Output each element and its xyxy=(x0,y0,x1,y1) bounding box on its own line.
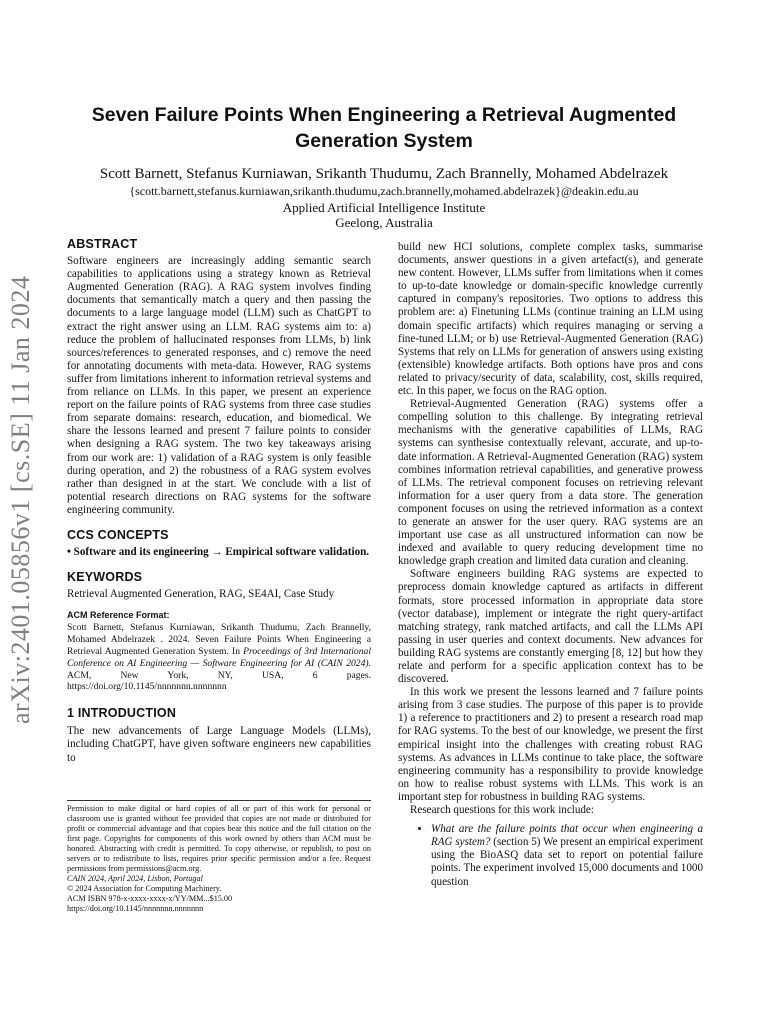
reference-format-text: Scott Barnett, Stefanus Kurniawan, Srikanth Thudumu, Zach Brannelly, Mohamed Abdelrazek . 2024. Seven Failure Points When Engineering a Retrieval Augmented Generation System. In Proceedings of 3rd International Conference on AI Engineering — Software Engineering for AI (CAIN 2024). ACM, New York, NY, USA, 6 pages. https://doi.org/10.1145/nnnnnnn.nnnnnnn xyxy=(67,622,371,693)
intro-paragraph-3: Software engineers building RAG systems are expected to preprocess domain knowledge captured as artifacts in different formats, store processed information in appropriate data store (vector database), implement or integrate the right query-artifact matching strategy, rank matched artifacts, and call the LLMs API passing in user queries and context documents. New advances for building RAG systems are constantly emerging [8, 12] but how they relate and perform for a specific application context has to be discovered. xyxy=(398,568,703,686)
abstract-heading: ABSTRACT xyxy=(67,237,138,251)
intro-paragraph-5: Research questions for this work include: xyxy=(410,804,594,817)
author-list: Scott Barnett, Stefanus Kurniawan, Srikanth Thudumu, Zach Brannelly, Mohamed Abdelrazek xyxy=(99,166,669,182)
right-column xyxy=(398,241,703,889)
research-question-list xyxy=(398,823,703,888)
permission-notice: Permission to make digital or hard copies of all or part of this work for personal or classroom use is granted without fee provided that copies are not made or distributed for profit or commercial advantage and that copies bear this notice and the full citation on the first page. Copyrights for components of this work owned by others than ACM must be honored. Abstracting with credit is permitted. To copy otherwise, or republish, to post on servers or to redistribute to lists, requires prior specific permission and/or a fee. Request permissions from permissions@acm.org. xyxy=(67,804,371,873)
doi-line: https://doi.org/10.1145/nnnnnnn.nnnnnnn xyxy=(67,904,204,913)
left-column xyxy=(67,238,371,765)
intro-paragraph-2: Retrieval-Augmented Generation (RAG) systems offer a compelling solution to this challenge. By integrating retrieval mechanisms with the generative capabilities of LLMs, RAG systems can synthesise contextually relevant, accurate, and up-to-date information. A Retrieval-Augmented Generation (RAG) system combines information retrieval capabilities, and generative prowess of LLMs. The retrieval component focuses on retrieving relevant information for a user query from a data store. The generation component focuses on using the retrieved information as a context to generate an answer for the user query. RAG systems are an important use case as all unstructured information can now be indexed and available to query reducing development time no knowledge graph creation and limited data curation and cleaning. xyxy=(398,398,703,568)
affiliation: Applied Artificial Intelligence Institute xyxy=(282,200,486,215)
ccs-text: • Software and its engineering → Empirical software validation. xyxy=(67,546,370,559)
keywords-heading: KEYWORDS xyxy=(67,570,143,585)
list-item: • What are the failure points that occur when engineering a RAG system? (section 5) We present an empirical experiment using the BioASQ data set to report on potential failure points. The experiment involved 15,000 documents and 1000 question xyxy=(431,823,703,888)
intro-paragraph-4: In this work we present the lessons learned and 7 failure points arising from 3 case studies. The purpose of this paper is to provide 1) a reference to practitioners and 2) to present a research road map for RAG systems. To the best of our knowledge, we present the first empirical insight into the challenges with creating robust RAG systems. As advances in LLMs continue to take place, the software engineering community has a responsibility to provide knowledge on how to realise robust systems with LLMs. This work is an important step for robustness in building RAG systems. xyxy=(398,686,703,803)
location: Geelong, Australia xyxy=(335,215,433,230)
paper-title: Seven Failure Points When Engineering a Retrieval Augmented Generation System xyxy=(91,104,677,152)
keywords-text: Retrieval Augmented Generation, RAG, SE4AI, Case Study xyxy=(67,588,335,601)
intro-paragraph-1: build new HCI solutions, complete complex tasks, summarise documents, answer questions in a given artefact(s), and generate new content. However, LLMs suffer from limitations when it comes to up-to-date knowledge or domain-specific knowledge currently captured in company's repositories. Two options to address this problem are: a) Finetuning LLMs (continue training an LLM using domain specific artifacts) which requires managing or serving a fine-tuned LLM; or b) use Retrieval-Augmented Generation (RAG) Systems that rely on LLMs for generation of answers using existing (extensible) knowledge artifacts. Both options have pros and cons related to privacy/security of data, scalability, cost, skills required, etc. In this paper, we focus on the RAG option. xyxy=(398,241,703,398)
isbn-line: ACM ISBN 978-x-xxxx-xxxx-x/YY/MM...$15.00 xyxy=(67,894,233,903)
introduction-heading: 1 INTRODUCTION xyxy=(67,706,177,721)
conference-line: CAIN 2024, April 2024, Lisbon, Portugal xyxy=(67,874,203,883)
reference-format-heading: ACM Reference Format: xyxy=(67,610,170,621)
copyright-line: © 2024 Association for Computing Machinery. xyxy=(67,884,222,893)
author-emails: {scott.barnett,stefanus.kurniawan,srikanth.thudumu,zach.brannelly,mohamed.abdelrazek}@deakin.edu.au xyxy=(129,184,639,198)
copyright-footnote xyxy=(67,800,371,914)
arxiv-stamp: arXiv:2401.05856v1 [cs.SE] 11 Jan 2024 xyxy=(6,275,35,725)
ccs-heading: CCS CONCEPTS xyxy=(67,527,169,542)
abstract-text: Software engineers are increasingly adding semantic search capabilities to applications using a strategy known as Retrieval Augmented Generation (RAG). A RAG system involves finding documents that semantically match a query and then passing the documents to a large language model (LLM) such as ChatGPT to extract the right answer using an LLM. RAG systems aim to: a) reduce the problem of hallucinated responses from LLMs, b) link sources/references to generated responses, and c) remove the need for annotating documents with meta-data. However, RAG systems suffer from limitations inherent to information retrieval systems and from reliance on LLMs. In this paper, we present an experience report on the failure points of RAG systems from three case studies from separate domains: research, education, and biomedical. We share the lessons learned and present 7 failure points to consider when designing a RAG system. The two key takeaways arising from our work are: 1) validation of a RAG system is only feasible during operation, and 2) the robustness of a RAG system evolves rather than designed in at the start. We conclude with a list of potential research directions on RAG systems for the software engineering community. xyxy=(67,255,371,516)
introduction-paragraph: The new advancements of Large Language Models (LLMs), including ChatGPT, have given software engineers new capabilities to xyxy=(67,725,371,764)
